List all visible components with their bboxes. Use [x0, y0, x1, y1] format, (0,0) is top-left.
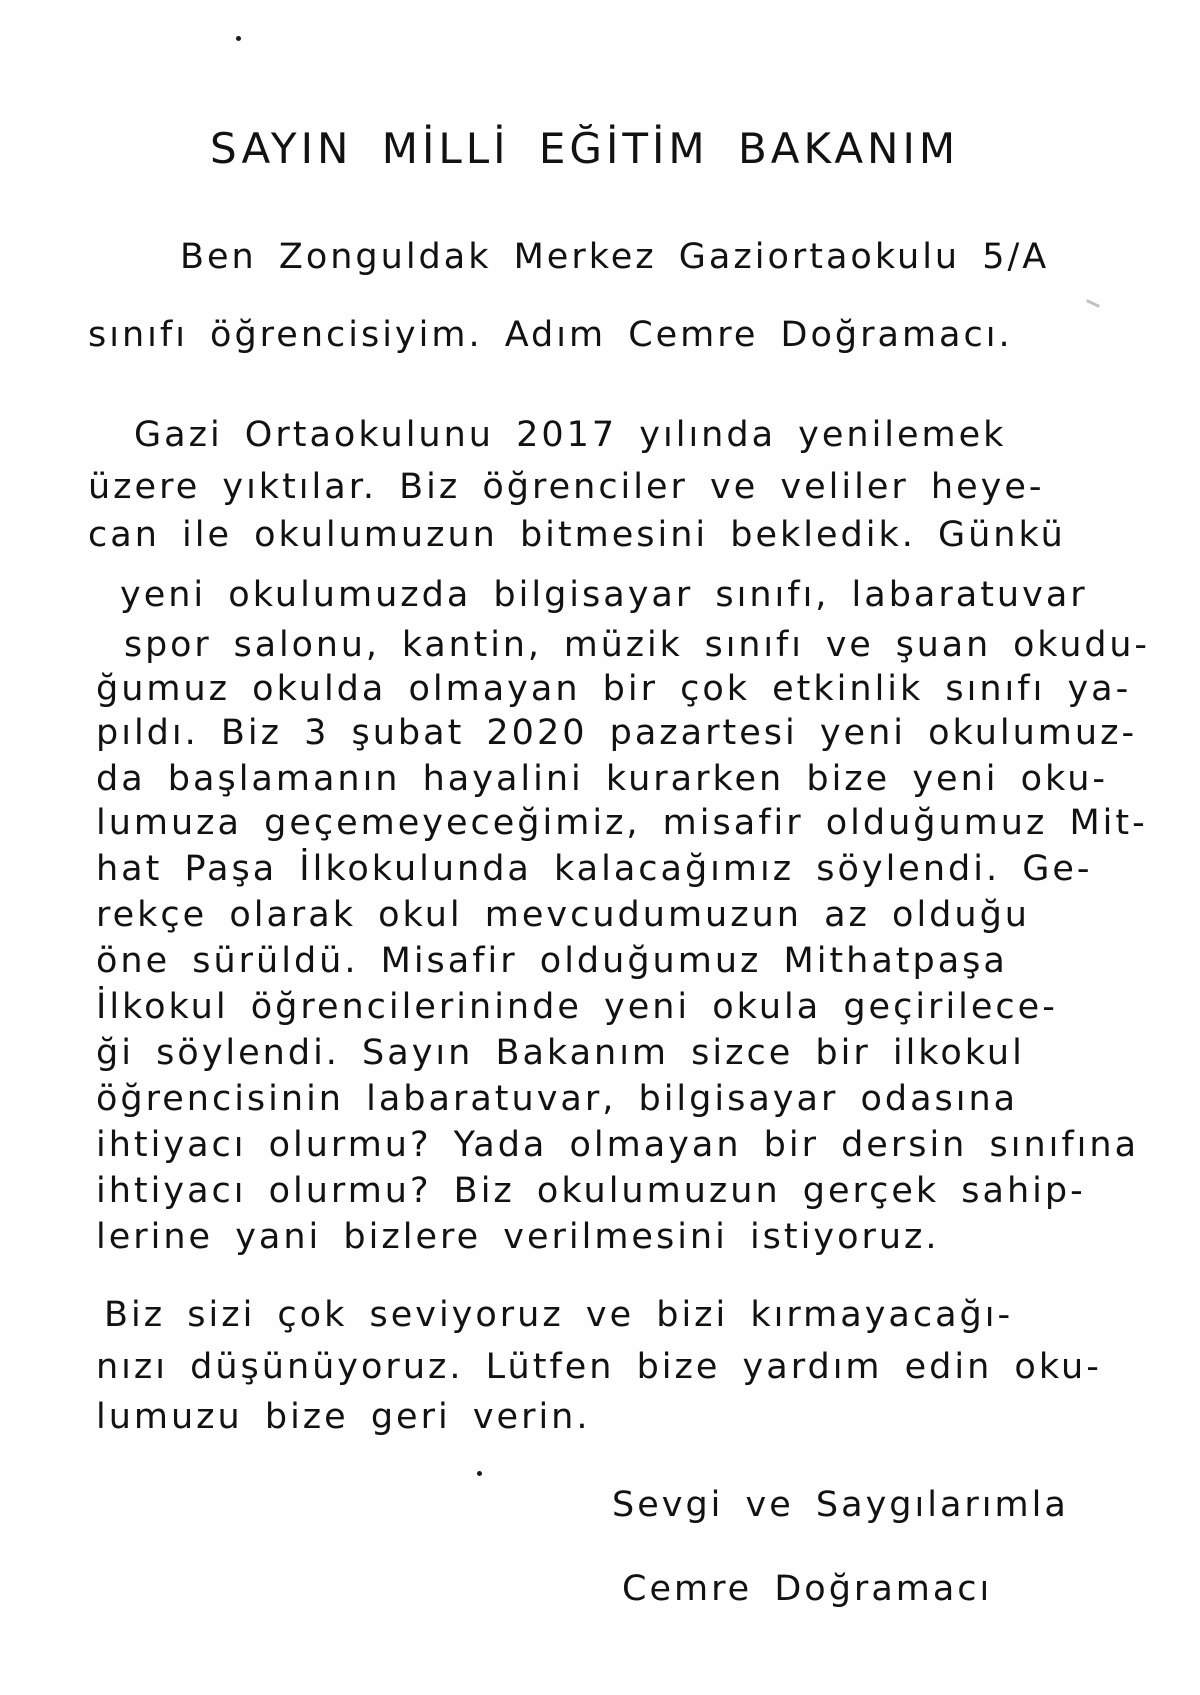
closing-line-2: nızı düşünüyoruz. Lütfen bize yardım edin oku- [96, 1347, 1102, 1387]
ink-dot [477, 1471, 482, 1476]
body-line-3: can ile okulumuzun bitmesini bekledik. Günkü [88, 515, 1066, 555]
ink-dot [236, 36, 241, 41]
body-line-8: da başlamanın hayalini kurarken bize yeni oku- [96, 759, 1109, 799]
body-line-16: ihtiyacı olurmu? Yada olmayan bir dersin sınıfına [96, 1125, 1140, 1165]
body-line-9: lumuza geçemeyeceğimiz, misafir olduğumuz Mit- [96, 803, 1148, 843]
body-line-6: ğumuz okulda olmayan bir çok etkinlik sınıfı ya- [96, 669, 1132, 709]
intro-line-2: sınıfı öğrencisiyim. Adım Cemre Doğramacı. [88, 315, 1013, 355]
body-line-11: rekçe olarak okul mevcudumuzun az olduğu [96, 895, 1030, 935]
closing-line-3: lumuzu bize geri verin. [96, 1397, 591, 1437]
body-line-17: ihtiyacı olurmu? Biz okulumuzun gerçek sahip- [96, 1171, 1086, 1211]
intro-line-1: Ben Zonguldak Merkez Gaziortaokulu 5/A [180, 237, 1050, 277]
salutation: Sevgi ve Saygılarımla [612, 1485, 1069, 1525]
body-line-13: İlkokul öğrencilerininde yeni okula geçirilece- [96, 987, 1058, 1027]
body-line-10: hat Paşa İlkokulunda kalacağımız söylendi. Ge- [96, 849, 1093, 889]
body-line-15: öğrencisinin labaratuvar, bilgisayar odasına [96, 1079, 1019, 1119]
body-line-2: üzere yıktılar. Biz öğrenciler ve veliler heye- [88, 467, 1045, 507]
body-line-5: spor salonu, kantin, müzik sınıfı ve şuan okudu- [124, 625, 1150, 665]
signature: Cemre Doğramacı [622, 1569, 993, 1609]
letter-title: SAYIN MİLLİ EĞİTİM BAKANIM [210, 124, 960, 173]
body-line-1: Gazi Ortaokulunu 2017 yılında yenilemek [134, 415, 1007, 455]
body-line-14: ği söylendi. Sayın Bakanım sizce bir ilkokul [96, 1033, 1025, 1073]
body-line-12: öne sürüldü. Misafir olduğumuz Mithatpaşa [96, 941, 1008, 981]
body-line-4: yeni okulumuzda bilgisayar sınıfı, labaratuvar [120, 575, 1088, 615]
body-line-7: pıldı. Biz 3 şubat 2020 pazartesi yeni okulumuz- [96, 713, 1138, 753]
ink-smudge [1086, 299, 1100, 308]
closing-line-1: Biz sizi çok seviyoruz ve bizi kırmayacağı- [104, 1295, 1014, 1335]
body-line-18: lerine yani bizlere verilmesini istiyoruz. [96, 1217, 940, 1257]
